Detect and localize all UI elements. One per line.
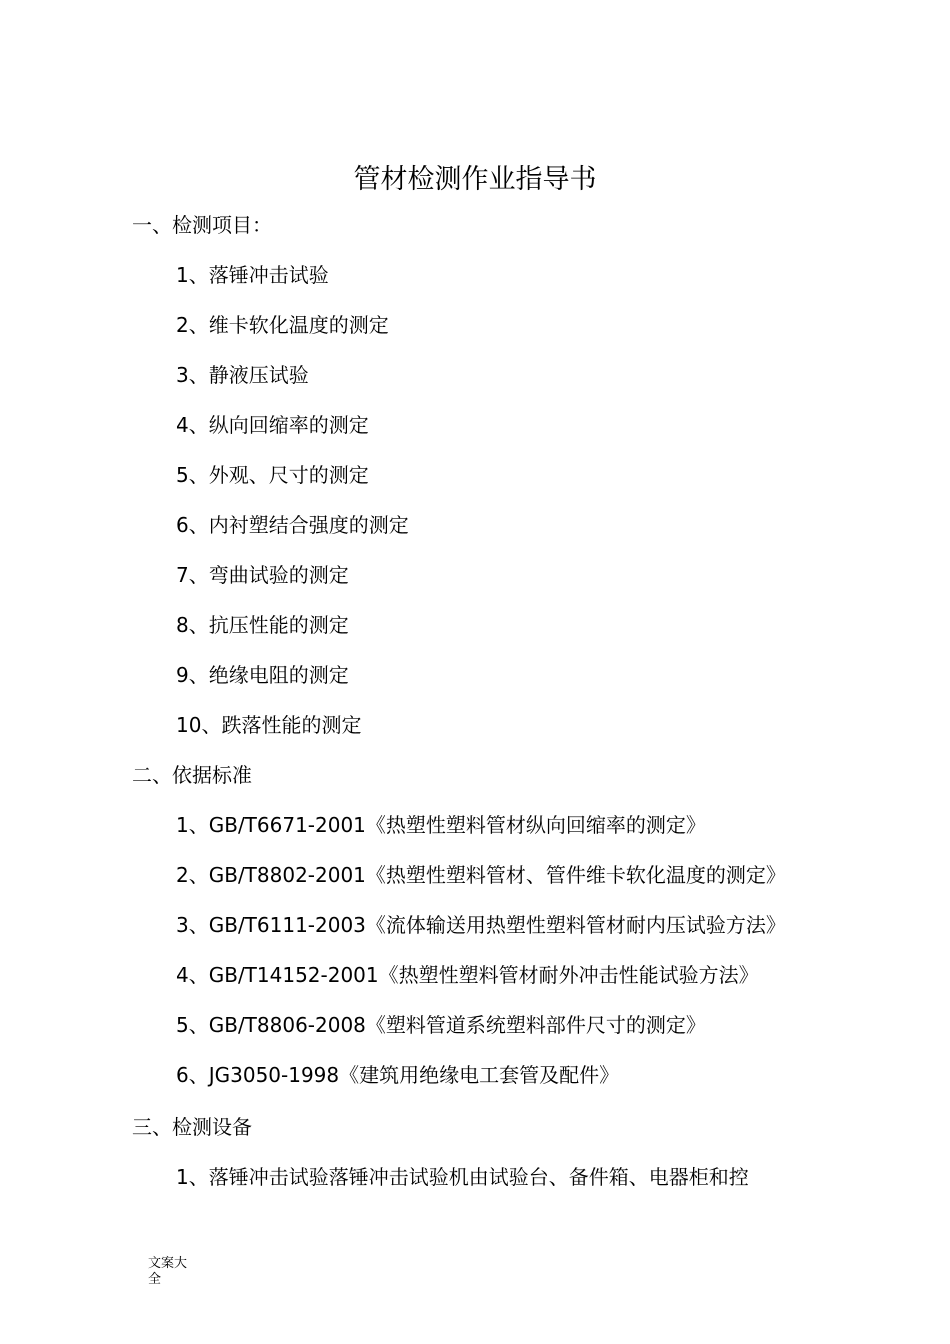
list-item: 1、落锤冲击试验: [176, 263, 329, 287]
list-item: 10、跌落性能的测定: [176, 713, 362, 737]
section-heading-equipment: 三、检测设备: [132, 1115, 252, 1139]
list-item: 4、GB/T14152-2001《热塑性塑料管材耐外冲击性能试验方法》: [176, 963, 759, 987]
section-heading-standards: 二、依据标准: [132, 763, 252, 787]
list-item: 8、抗压性能的测定: [176, 613, 349, 637]
list-item: 9、绝缘电阻的测定: [176, 663, 349, 687]
list-item: 2、GB/T8802-2001《热塑性塑料管材、管件维卡软化温度的测定》: [176, 863, 786, 887]
document-title: 管材检测作业指导书: [353, 164, 597, 195]
list-item: 5、外观、尺寸的测定: [176, 463, 369, 487]
list-item: 1、落锤冲击试验落锤冲击试验机由试验台、备件箱、电器柜和控: [176, 1165, 749, 1189]
list-item: 6、JG3050-1998《建筑用绝缘电工套管及配件》: [176, 1063, 620, 1087]
list-item: 3、GB/T6111-2003《流体输送用热塑性塑料管材耐内压试验方法》: [176, 913, 786, 937]
list-item: 7、弯曲试验的测定: [176, 563, 349, 587]
list-item: 3、静液压试验: [176, 363, 309, 387]
page-footer: 文案大全: [148, 1256, 188, 1287]
list-item: 6、内衬塑结合强度的测定: [176, 513, 409, 537]
list-item: 4、纵向回缩率的测定: [176, 413, 369, 437]
section-heading-test-items: 一、检测项目：: [132, 213, 272, 237]
list-item: 2、维卡软化温度的测定: [176, 313, 389, 337]
list-item: 5、GB/T8806-2008《塑料管道系统塑料部件尺寸的测定》: [176, 1013, 706, 1037]
list-item: 1、GB/T6671-2001《热塑性塑料管材纵向回缩率的测定》: [176, 813, 706, 837]
